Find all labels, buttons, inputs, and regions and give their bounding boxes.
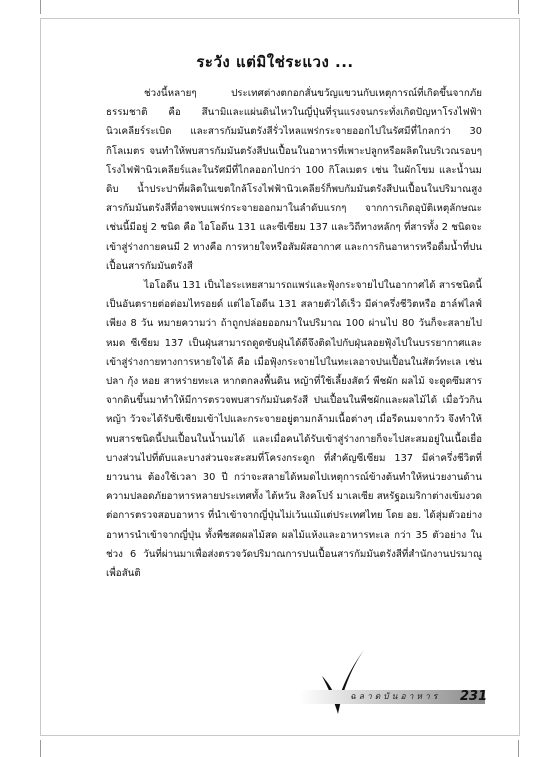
- paragraph-1: ช่วงนี้หลายๆ ประเทศต่างตกอกสั่นขวัญแขวนกับเหตุการณ์ที่เกิดขึ้นจากภัยธรรมชาติ คือ สึนามิและแผ่นดินไหวในญี่ปุ่นที่รุนแรงจนกระทั่งเกิดปัญหาโรงไฟฟ้านิวเคลียร์ระเบิด และสารกัมมันตรังสีรั่วไหลแพร่กระจายออกไปในรัศมีที่ไกลกว่า 30 กิโลเมตร จนทำให้พบสารกัมมันตรังสีปนเปื้อนในอาหารที่เพาะปลูกหรือผลิตในบริเวณรอบๆ โรงไฟฟ้านิวเคลียร์และในรัศมีที่ไกลออกไปกว่า 100 กิโลเมตร เช่น ในผักโขม และน้ำนมดิบ น้ำประปาที่ผลิตในเขตใกล้โรงไฟฟ้านิวเคลียร์ก็พบกัมมันตรังสีปนเปื้อนในปริมาณสูง สารกัมมันตรังสีที่อาจพบแพร่กระจายออกมาในลำดับแรกๆ จากการเกิดอุบัติเหตุลักษณะเช่นนี้มีอยู่ 2 ชนิด คือ ไอโอดีน 131 และซีเซียม 137 และวิถีทางหลักๆ ที่สารทั้ง 2 ชนิดจะเข้าสู่ร่างกายคนมี 2 ทางคือ การหายใจหรือสัมผัสอากาศ และการกินอาหารหรือดื่มน้ำที่ปนเปื้อนสารกัมมันตรังสี: [106, 88, 482, 272]
- footer-section-label: ฉลาดบันอาหาร: [350, 692, 441, 702]
- crop-mark-bottom-right: [518, 740, 519, 757]
- crop-mark-bottom-left: [40, 740, 41, 757]
- article-body: [106, 84, 482, 583]
- crop-mark-top-right: [518, 0, 519, 14]
- page-footer: [290, 686, 508, 708]
- paragraph-2: ไอโอดีน 131 เป็นไอระเหยสามารถแพร่และฟุ้งกระจายไปในอากาศได้ สารชนิดนี้เป็นอันตรายต่อต่อมไทรอยด์ แต่ไอโอดีน 131 สลายตัวได้เร็ว มีค่าครึ่งชีวิตหรือ ฮาล์ฟไลฟ์เพียง 8 วัน หมายความว่า ถ้าถูกปล่อยออกมาในปริมาณ 100 ผ่านไป 80 วันก็จะสลายไปหมด ซีเซียม 137 เป็นฝุ่นสามารถดูดซับฝุ่นได้ดีจึงติดไปกับฝุ่นลอยฟุ้งไปในบรรยากาศและเข้าสู่ร่างกายทางการหายใจได้ คือ เมื่อฟุ้งกระจายไปในทะเลอาจปนเปื้อนในสัตว์ทะเล เช่น ปลา กุ้ง หอย สาหร่ายทะเล หากตกลงพื้นดิน หญ้าที่ใช้เลี้ยงสัตว์ พืชผัก ผลไม้ จะดูดซึมสารจากดินขึ้นมาทำให้มีการตรวจพบสารกัมมันตรังสี ปนเปื้อนในพืชผักและผลไม้ได้ เมื่อวัวกินหญ้า วัวจะได้รับซีเซียมเข้าไปและกระจายอยู่ตามกล้ามเนื้อต่างๆ เมื่อรีดนมจากวัว จึงทำให้พบสารชนิดนี้ปนเปื้อนในน้ำนมได้ และเมื่อคนได้รับเข้าสู่ร่างกายก็จะไปสะสมอยู่ในเนื้อเยื่อ บางส่วนไปที่ตับและบางส่วนจะสะสมที่โครงกระดูก ที่สำคัญซีเซียม 137 มีค่าครึ่งชีวิตที่ยาวนาน ต้องใช้เวลา 30 ปี กว่าจะสลายได้หมดไปเหตุการณ์ข้างต้นทำให้หน่วยงานด้านความปลอดภัยอาหารหลายประเทศทั้ง ไต้หวัน สิงคโปร์ มาเลเซีย สหรัฐอเมริกาต่างเข้มงวดต่อการตรวจสอบอาหาร ที่นำเข้าจากญี่ปุ่นไม่เว้นแม้แต่ประเทศไทย โดย อย. ได้สุ่มตัวอย่างอาหารนำเข้าจากญี่ปุ่น ทั้งพืชสดผลไม้สด ผลไม้แห้งและอาหารทะเล กว่า 35 ตัวอย่าง ในช่วง 6 วันที่ผ่านมาเพื่อส่งตรวจวัดปริมาณการปนเปื้อนสารกัมมันตรังสีที่สำนักงานปรมาณูเพื่อสันติ: [106, 280, 482, 580]
- crop-mark-top-left: [40, 0, 41, 14]
- article-title: ระวัง แต่มิใช่ระแวง ...: [196, 53, 354, 71]
- page-number: 231: [460, 689, 488, 704]
